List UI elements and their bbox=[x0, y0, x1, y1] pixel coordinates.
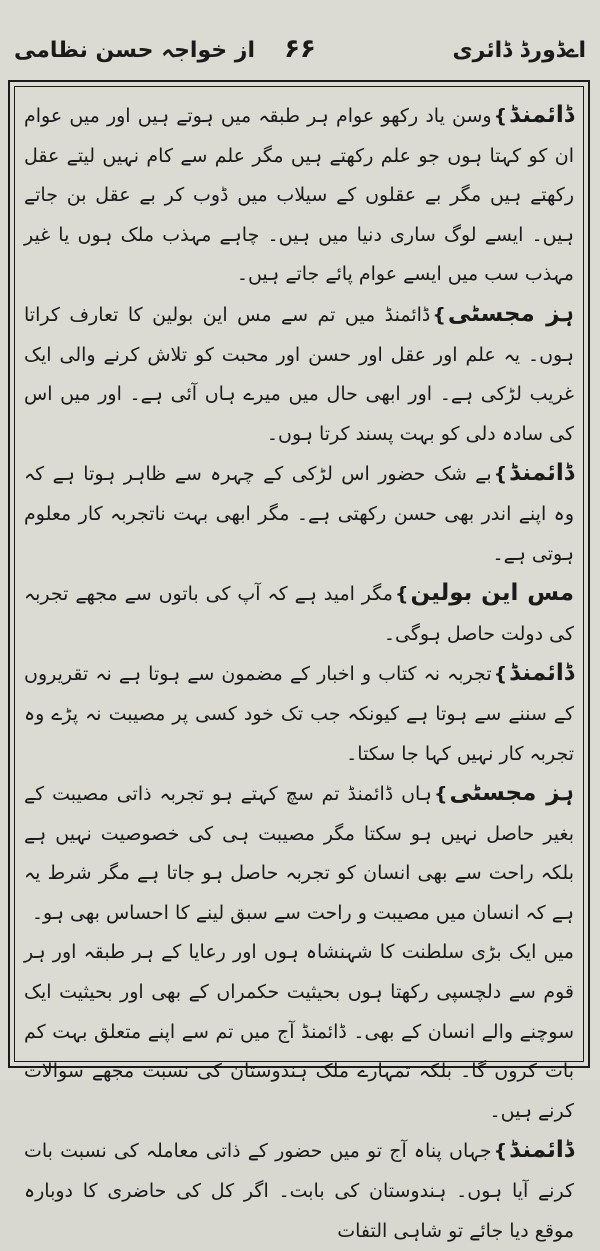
dialogue-line: وسن یاد رکھو عوام ہر طبقہ میں ہوتے ہیں اور میں عوام ان کو کہتا ہوں جو علم رکھتے ہیں مگر علم سے کام نہیں لیتے عقل رکھتے ہیں مگر بے عقلوں کے سیلاب میں ڈوب کر بے عقل بن جاتے ہیں۔ ایسے لوگ ساری دنیا میں ہیں۔ چاہے مہذب ملک ہوں یا غیر مہذب سب میں ایسے عوام پائے جاتے ہیں۔ bbox=[24, 105, 574, 286]
dialogue-paragraph bbox=[24, 774, 574, 933]
dialogue-text bbox=[24, 96, 574, 1251]
dialogue-paragraph bbox=[24, 574, 574, 654]
page-header bbox=[8, 30, 592, 78]
speaker-bracket: } bbox=[433, 783, 448, 806]
dialogue-paragraph bbox=[24, 295, 574, 454]
speaker-name: مس این بولین bbox=[410, 580, 575, 607]
dialogue-paragraph bbox=[24, 96, 574, 295]
speaker-bracket: } bbox=[493, 105, 508, 127]
dialogue-paragraph bbox=[24, 933, 574, 1131]
dialogue-paragraph bbox=[24, 454, 574, 574]
dialogue-paragraph bbox=[24, 654, 574, 774]
speaker-name: ہز مجسٹی bbox=[447, 300, 574, 327]
dialogue-paragraph bbox=[24, 1131, 574, 1251]
dialogue-line: میں ایک بڑی سلطنت کا شہنشاہ ہوں اور رعایا کے ہر طبقہ اور ہر قوم سے دلچسپی رکھتا ہوں بحیثیت حکمراں کے بھی اور بحیثیت ایک سوچنے والے انسان کے بھی۔ ڈائمنڈ آج میں تم سے اپنے متعلق بہت کم بات کروں گا۔ بلکہ تمہارے ملک ہندوستان کی نسبت مجھے سوالات کرنے ہیں۔ bbox=[24, 941, 574, 1122]
page-number: ۶۶ bbox=[284, 34, 316, 64]
dialogue-line: جہاں پناہ آج تو میں حضور کے ذاتی معاملہ کی نسبت بات کرنے آیا ہوں۔ ہندوستان کی بابت۔ اگر کل کی حاضری کا دوبارہ موقع دیا جائے تو شاہی التفات bbox=[24, 1140, 574, 1242]
speaker-bracket: } bbox=[493, 463, 508, 486]
speaker-bracket: } bbox=[432, 303, 446, 326]
speaker-name: ڈائمنڈ bbox=[509, 460, 574, 487]
dialogue-line: ہاں ڈائمنڈ تم سچ کہتے ہو تجربہ ذاتی مصیبت کے بغیر حاصل نہیں ہو سکتا مگر مصیبت ہی کی خصوصیت نہیں ہے بلکہ راحت سے بھی انسان کو تجربہ حاصل ہو جاتا ہے مگر شرط یہ ہے کہ انسان میں مصیبت و راحت سے سبق لینے کا احساس بھی ہو۔ bbox=[24, 783, 574, 924]
dialogue-line: ڈائمنڈ میں تم سے مس این بولین کا تعارف کراتا ہوں۔ یہ علم اور عقل اور حسن اور محبت کو تلاش کرنے والی ایک غریب لڑکی ہے۔ اور ابھی حال میں میرے ہاں آئی ہے۔ اور میں اس کی سادہ دلی کو بہت پسند کرتا ہوں۔ bbox=[24, 303, 574, 445]
speaker-bracket: } bbox=[493, 663, 508, 686]
dialogue-line: تجربہ نہ کتاب و اخبار کے مضمون سے ہوتا ہے نہ تقریروں کے سننے سے ہوتا ہے کیونکہ جب تک خود کسی پر مصیبت نہ پڑے وہ تجربہ کار نہیں کہا جا سکتا۔ bbox=[24, 663, 574, 765]
dialogue-line: مگر امید ہے کہ آپ کی باتوں سے مجھے تجربہ کی دولت حاصل ہوگی۔ bbox=[24, 583, 574, 645]
author-credit: از خواجہ حسن نظامی bbox=[14, 38, 255, 63]
speaker-name: ڈائمنڈ bbox=[509, 1137, 574, 1164]
speaker-name: ڈائمنڈ bbox=[509, 102, 574, 128]
book-title: اےڈورڈ ڈائری bbox=[452, 38, 586, 63]
speaker-name: ڈائمنڈ bbox=[509, 660, 574, 687]
dialogue-line: بے شک حضور اس لڑکی کے چہرہ سے ظاہر ہوتا ہے کہ وہ اپنے اندر بھی حسن رکھتی ہے۔ مگر ابھی بہت ناتجربہ کار معلوم ہوتی ہے۔ bbox=[24, 463, 574, 565]
speaker-bracket: } bbox=[493, 1140, 508, 1163]
speaker-bracket: } bbox=[394, 583, 409, 606]
speaker-name: ہز مجسٹی bbox=[449, 780, 575, 807]
